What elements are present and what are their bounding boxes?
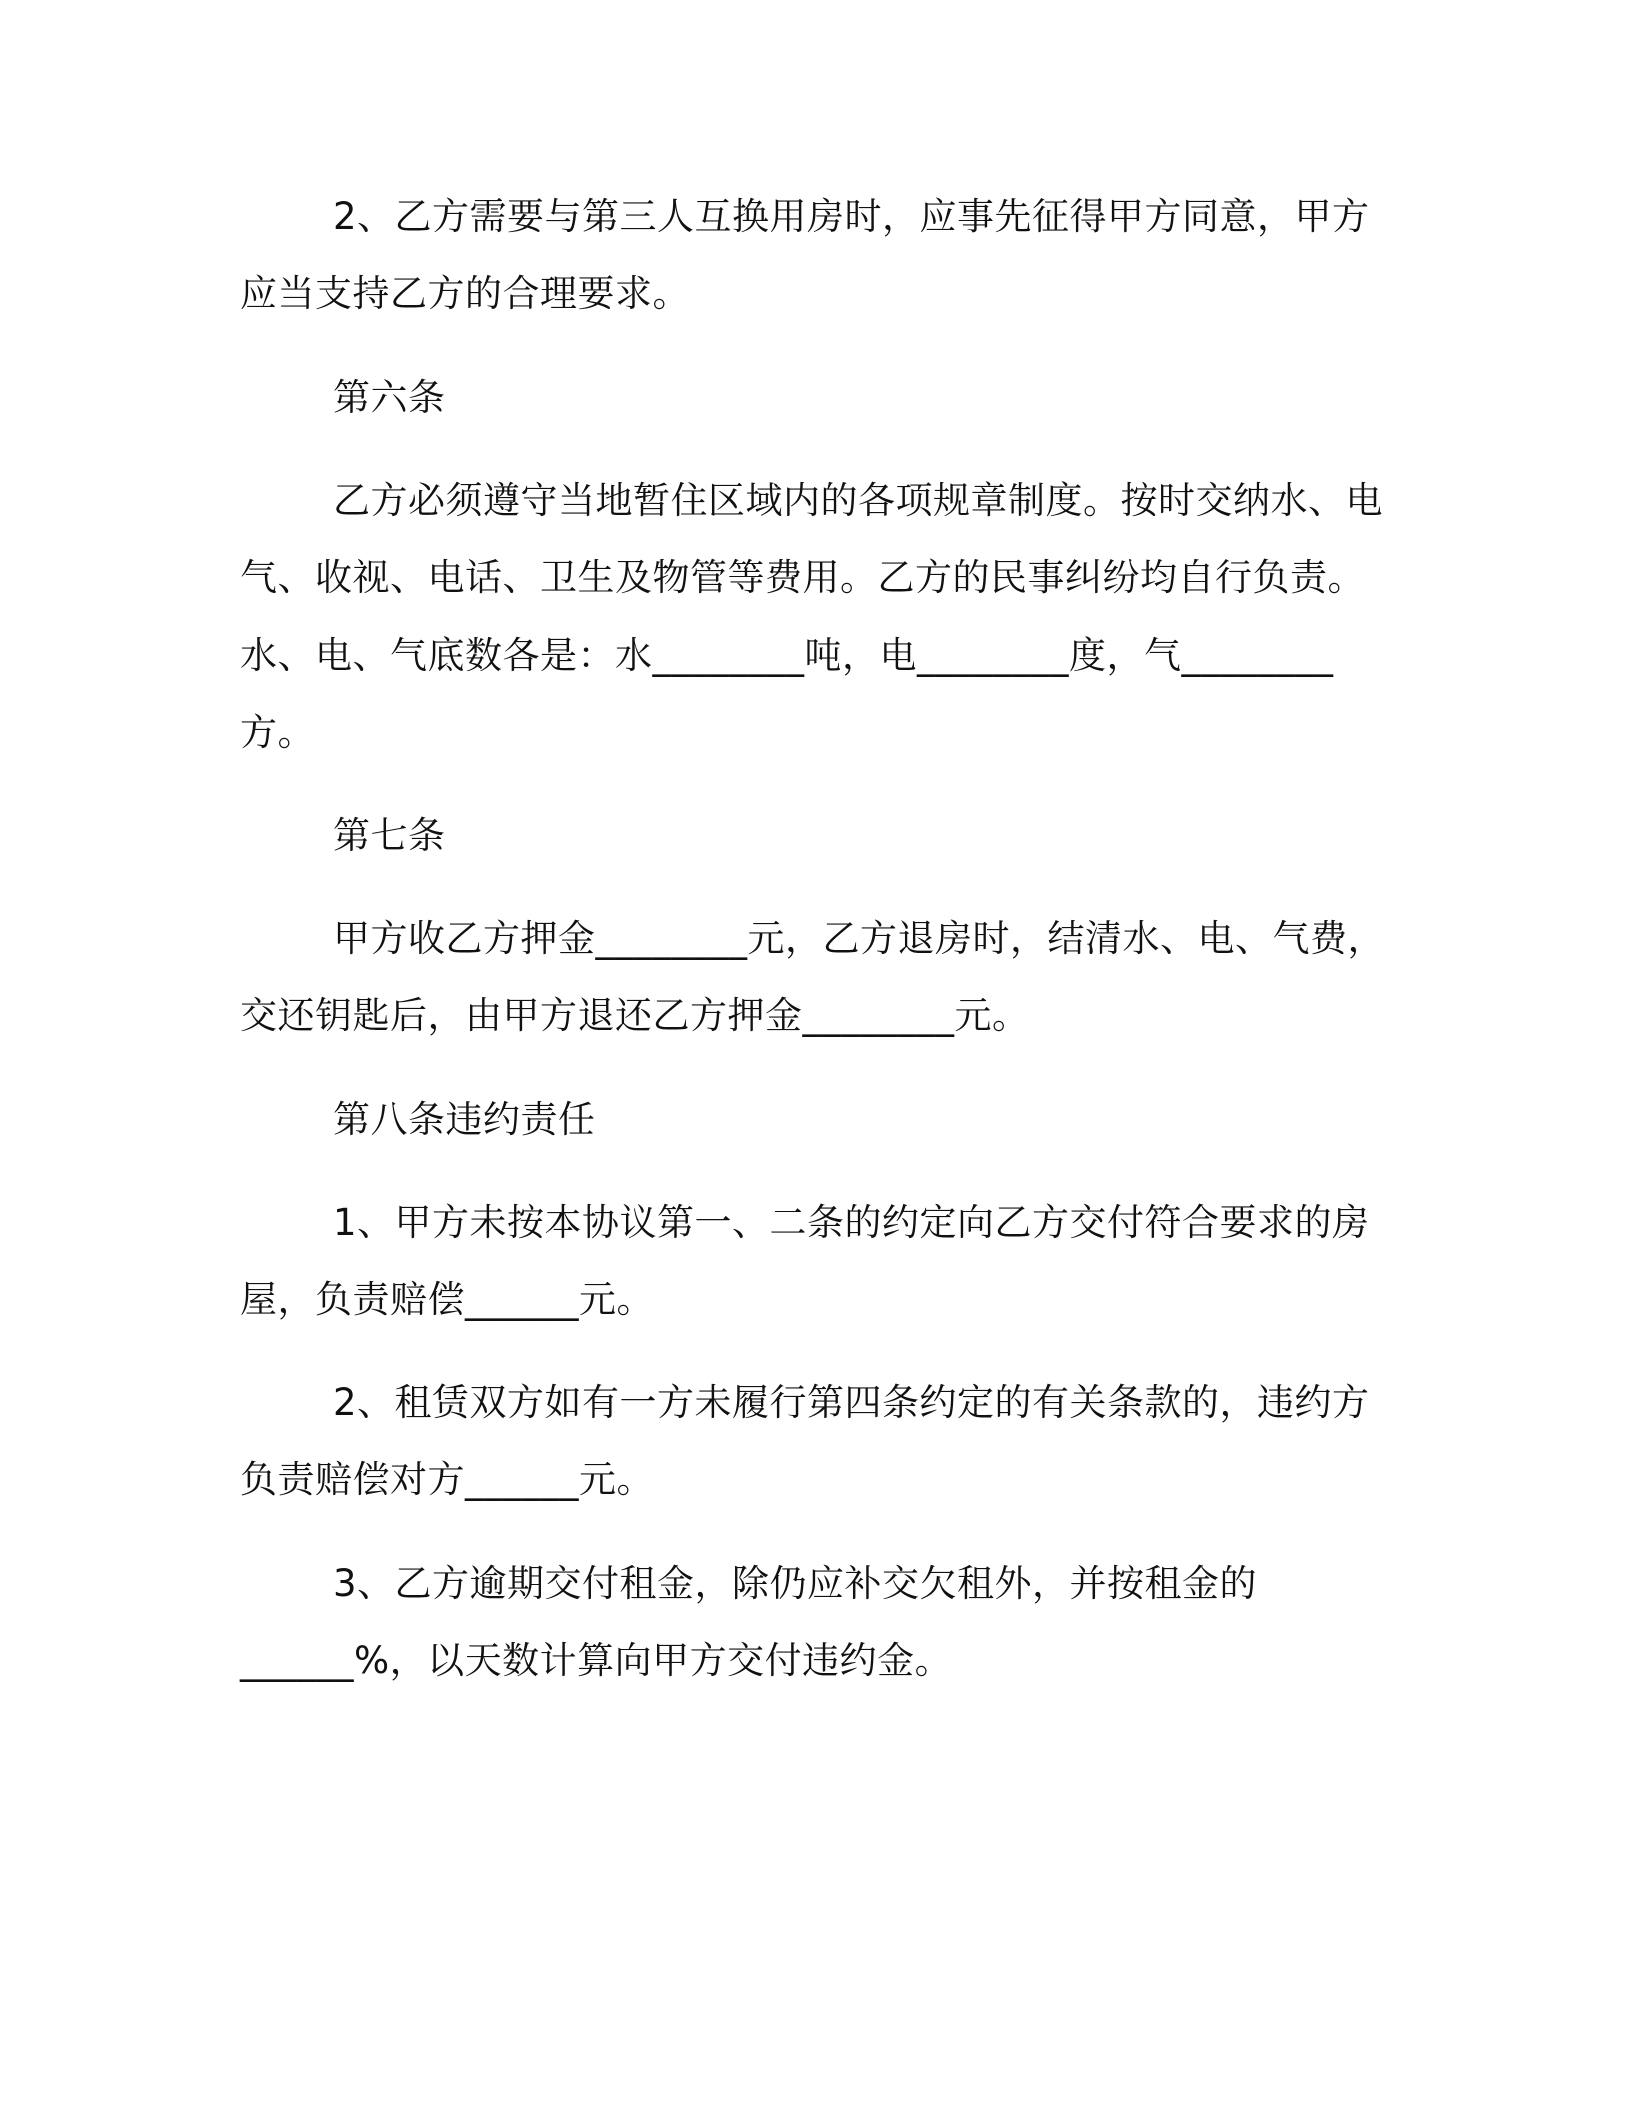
clause-8-item-2-line-1: 2、租赁双方如有一方未履行第四条约定的有关条款的，违约方 <box>333 1381 1370 1424</box>
clause-8-item-3-line-2: ______%，以天数计算向甲方交付违约金。 <box>240 1639 953 1682</box>
clause-6-body-line-2: 气、收视、电话、卫生及物管等费用。乙方的民事纠纷均自行负责。 <box>240 556 1365 599</box>
clause-8-item-1-line-1: 1、甲方未按本协议第一、二条的约定向乙方交付符合要求的房 <box>333 1201 1370 1244</box>
clause-5-item-2-line-2: 应当支持乙方的合理要求。 <box>240 272 690 315</box>
clause-8-heading: 第八条违约责任 <box>333 1098 596 1141</box>
clause-8-item-1-line-2: 屋，负责赔偿______元。 <box>240 1278 654 1321</box>
clause-7-body-line-1: 甲方收乙方押金________元，乙方退房时，结清水、电、气费， <box>333 917 1385 960</box>
clause-8-item-2-line-2: 负责赔偿对方______元。 <box>240 1458 654 1501</box>
clause-6-heading: 第六条 <box>333 376 446 419</box>
clause-7-body-line-2: 交还钥匙后，由甲方退还乙方押金________元。 <box>240 994 1030 1037</box>
clause-5-item-2-line-1: 2、乙方需要与第三人互换用房时，应事先征得甲方同意，甲方 <box>333 195 1370 238</box>
clause-8-item-3-line-1: 3、乙方逾期交付租金，除仍应补交欠租外，并按租金的 <box>333 1562 1258 1605</box>
clause-7-heading: 第七条 <box>333 814 446 857</box>
clause-6-body-line-4: 方。 <box>240 711 315 754</box>
clause-6-body-line-3: 水、电、气底数各是：水________吨，电________度，气________ <box>240 634 1334 677</box>
clause-6-body-line-1: 乙方必须遵守当地暂住区域内的各项规章制度。按时交纳水、电 <box>333 479 1383 522</box>
